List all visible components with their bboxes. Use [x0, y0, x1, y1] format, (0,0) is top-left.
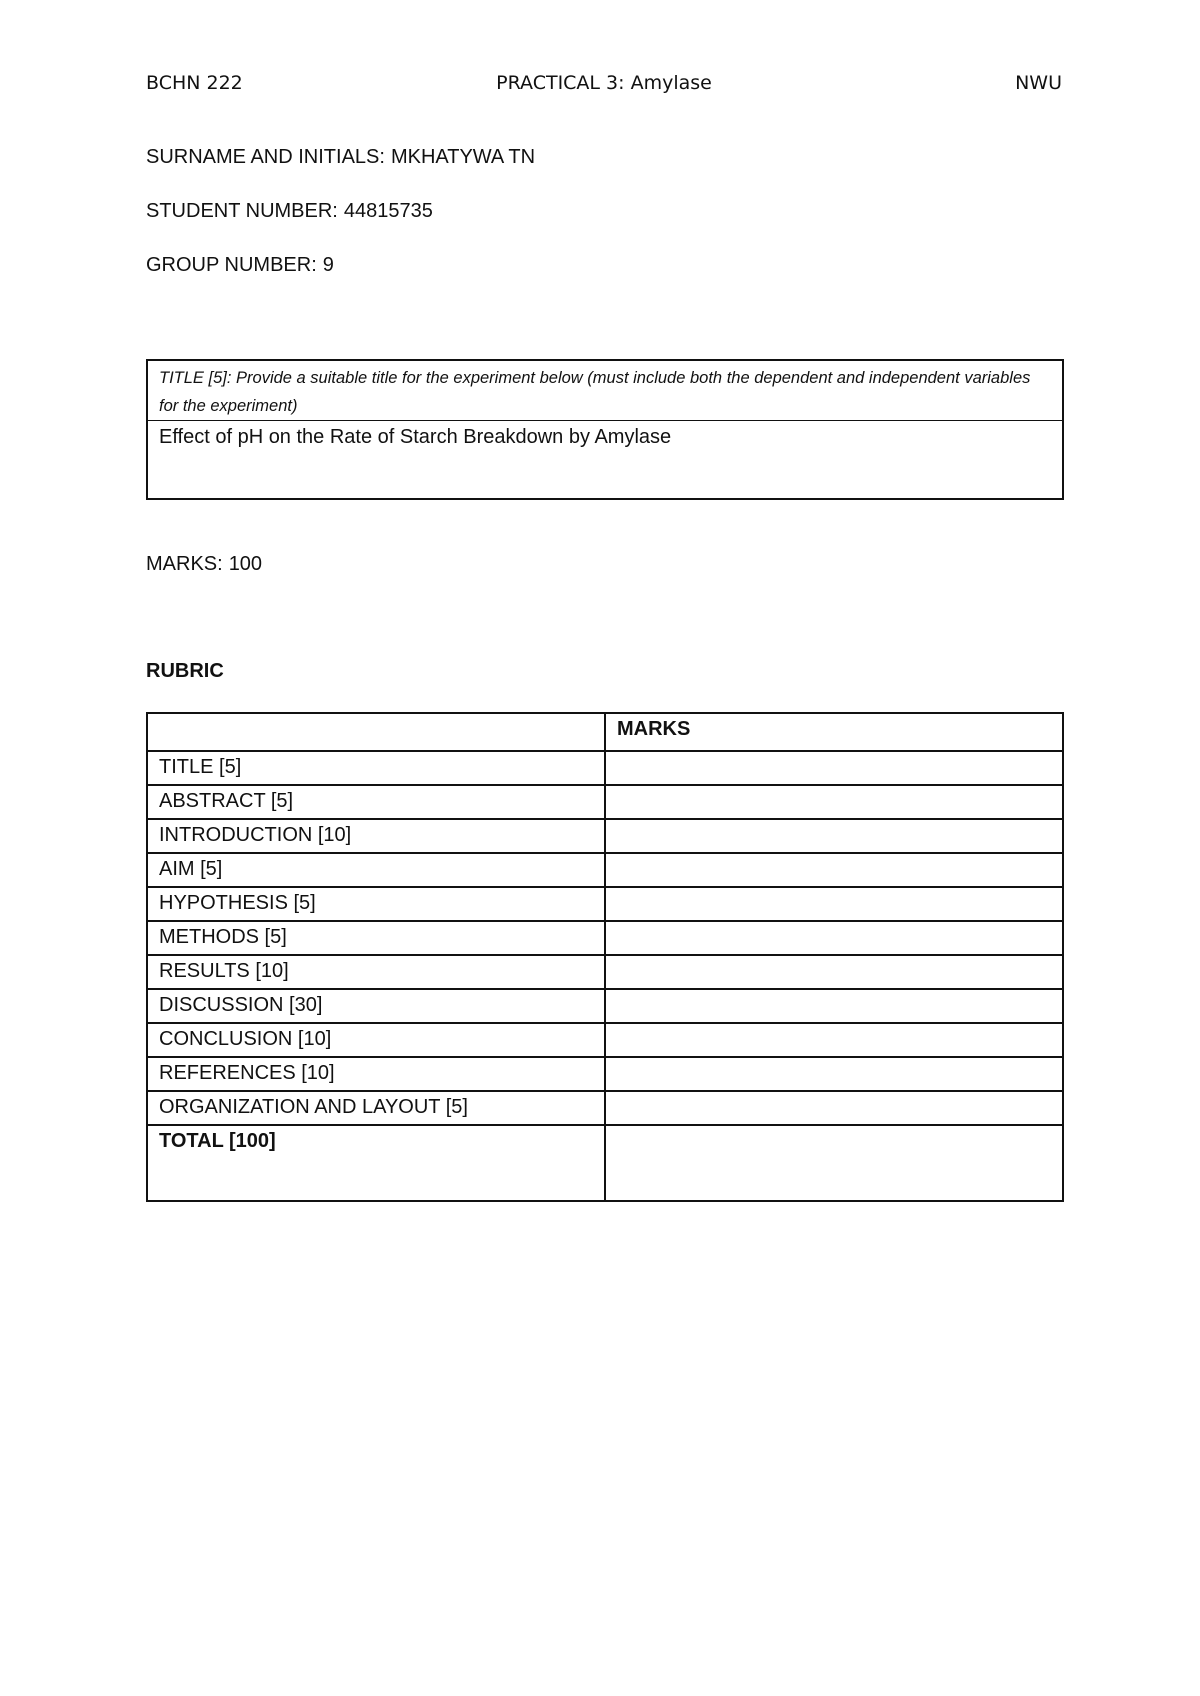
student-number-value: 44815735: [343, 200, 433, 222]
marks-value: 100: [228, 553, 263, 575]
group-number-label: GROUP NUMBER:: [146, 254, 317, 276]
rubric-header-marks: MARKS: [605, 713, 1063, 751]
group-number-value: 9: [322, 254, 334, 276]
rubric-row: [147, 819, 1063, 853]
rubric-row: [147, 921, 1063, 955]
rubric-row: [147, 1057, 1063, 1091]
rubric-row: [147, 887, 1063, 921]
title-answer: Effect of pH on the Rate of Starch Breakdown by Amylase: [159, 426, 672, 448]
rubric-item: ABSTRACT [5]: [147, 785, 605, 819]
rubric-total-mark: [605, 1125, 1063, 1201]
rubric-item: METHODS [5]: [147, 921, 605, 955]
rubric-item: TITLE [5]: [147, 751, 605, 785]
rubric-item: HYPOTHESIS [5]: [147, 887, 605, 921]
rubric-mark-cell: [605, 1091, 1063, 1125]
rubric-total-row: [147, 1125, 1063, 1201]
rubric-row: [147, 1091, 1063, 1125]
rubric-header-item: [147, 713, 605, 751]
rubric-mark-cell: [605, 1057, 1063, 1091]
surname-line: [146, 146, 535, 169]
title-prompt: TITLE [5]: Provide a suitable title for the experiment below (must include both the dependent and independent variables for the experiment): [148, 361, 1062, 421]
rubric-mark-cell: [605, 887, 1063, 921]
rubric-item: REFERENCES [10]: [147, 1057, 605, 1091]
rubric-row: [147, 989, 1063, 1023]
rubric-item: CONCLUSION [10]: [147, 1023, 605, 1057]
title-box: [146, 359, 1064, 500]
rubric-mark-cell: [605, 921, 1063, 955]
rubric-mark-cell: [605, 785, 1063, 819]
practical-title: PRACTICAL 3: Amylase: [496, 72, 712, 94]
rubric-table: [146, 712, 1064, 1202]
rubric-total-label: TOTAL [100]: [147, 1125, 605, 1201]
rubric-row: [147, 853, 1063, 887]
institution-name: NWU: [1015, 72, 1062, 94]
rubric-header-row: [147, 713, 1063, 751]
rubric-item: DISCUSSION [30]: [147, 989, 605, 1023]
rubric-mark-cell: [605, 1023, 1063, 1057]
rubric-row: [147, 751, 1063, 785]
rubric-mark-cell: [605, 751, 1063, 785]
course-code: BCHN 222: [146, 72, 243, 94]
marks-label: MARKS:: [146, 553, 223, 575]
marks-line: [146, 553, 262, 576]
page-header: [146, 72, 1062, 98]
surname-label: SURNAME AND INITIALS:: [146, 146, 385, 168]
group-number-line: [146, 254, 334, 277]
rubric-mark-cell: [605, 989, 1063, 1023]
student-number-label: STUDENT NUMBER:: [146, 200, 338, 222]
rubric-heading: RUBRIC: [146, 660, 224, 682]
rubric-row: [147, 785, 1063, 819]
student-number-line: [146, 200, 433, 223]
rubric-item: ORGANIZATION AND LAYOUT [5]: [147, 1091, 605, 1125]
rubric-mark-cell: [605, 853, 1063, 887]
rubric-item: INTRODUCTION [10]: [147, 819, 605, 853]
rubric-item: RESULTS [10]: [147, 955, 605, 989]
rubric-mark-cell: [605, 819, 1063, 853]
surname-value: MKHATYWA TN: [390, 146, 536, 168]
rubric-mark-cell: [605, 955, 1063, 989]
rubric-item: AIM [5]: [147, 853, 605, 887]
rubric-row: [147, 1023, 1063, 1057]
rubric-row: [147, 955, 1063, 989]
